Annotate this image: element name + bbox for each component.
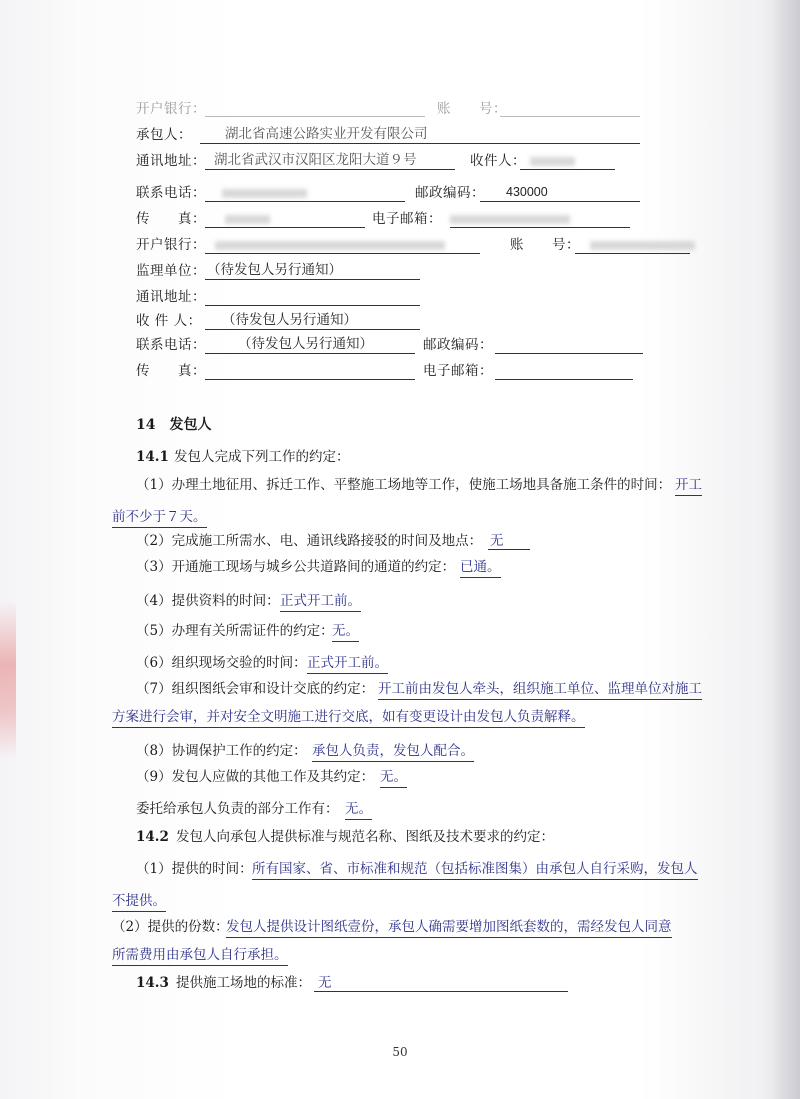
account-line: [575, 253, 690, 254]
delegated-work-label: 委托给承包人负责的部分工作有：: [136, 801, 339, 817]
supervisor-recipient-line: [205, 329, 420, 330]
supervisor-phone-label: 联系电话：: [136, 337, 206, 353]
redacted-account: [590, 241, 695, 250]
item-2-value: 无: [490, 533, 504, 549]
contractor-value: 湖北省高速公路实业开发有限公司: [225, 126, 428, 142]
account-label: 账 号：: [510, 237, 580, 253]
item-7-label: （7）组织图纸会审和设计交底的约定：: [136, 681, 375, 697]
supervisor-recipient-value: （待发包人另行通知）: [222, 312, 357, 328]
address-value: 湖北省武汉市汉阳区龙阳大道９号: [214, 152, 417, 168]
redacted-email: [450, 215, 570, 224]
contractor-line: [200, 143, 640, 144]
bank-label: 开户银行：: [136, 237, 206, 253]
provide-time-value-b: 不提供。: [112, 892, 166, 912]
item-2-label: （2）完成施工所需水、电、通讯线路接驳的时间及地点：: [136, 533, 483, 549]
address-line: [205, 169, 455, 170]
supervisor-fax-line: [205, 379, 415, 380]
supervisor-address-label: 通讯地址：: [136, 289, 206, 305]
supervisor-recipient-label: 收 件 人：: [136, 313, 202, 329]
postcode-line: [480, 201, 640, 202]
supervisor-unit-line: [205, 279, 420, 280]
item-3-value: 已通。: [460, 558, 501, 578]
provide-time-label: （1）提供的时间：: [136, 861, 253, 877]
item-7-value-b: 方案进行会审，并对安全文明施工进行交底，如有变更设计由发包人负责解释。: [112, 708, 585, 728]
redacted-phone: [222, 189, 307, 198]
section-14-3-title: 提供施工场地的标准：: [176, 975, 311, 991]
provide-time-value-a: 所有国家、省、市标准和规范（包括标准图集）由承包人自行采购，发包人: [252, 860, 698, 880]
supervisor-phone-line: [205, 353, 415, 354]
account-top-label: 账 号：: [437, 101, 507, 117]
recipient-label: 收件人：: [470, 153, 526, 169]
provide-copies-value-b: 所需费用由承包人自行承担。: [112, 946, 288, 966]
fax-line: [205, 227, 365, 228]
red-seal-fragment: [0, 600, 16, 760]
item-6-label: （6）组织现场交验的时间：: [136, 655, 307, 671]
item-1-value-b: 前不少于７天。: [112, 508, 207, 528]
contractor-label: 承包人：: [136, 127, 192, 143]
supervisor-postcode-label: 邮政编码：: [423, 337, 493, 353]
section-14-3-line: [314, 991, 568, 992]
account-top-line: [500, 116, 640, 117]
section-14-1-number: 14.1: [136, 449, 169, 465]
address-label: 通讯地址：: [136, 153, 206, 169]
item-6-value: 正式开工前。: [307, 654, 388, 674]
bank-top-line: [205, 116, 425, 117]
section-14-2-number: 14.2: [136, 829, 169, 845]
supervisor-unit-label: 监理单位：: [136, 263, 206, 279]
item-9-label: （9）发包人应做的其他工作及其约定：: [136, 769, 375, 785]
redacted-bank: [215, 241, 445, 250]
provide-copies-label: （2）提供的份数：: [112, 919, 229, 935]
item-8-value: 承包人负责，发包人配合。: [312, 742, 474, 762]
phone-line: [205, 201, 405, 202]
fax-label: 传 真：: [136, 211, 206, 227]
recipient-line: [520, 169, 615, 170]
postcode-value: 430000: [506, 185, 548, 199]
supervisor-fax-label: 传 真：: [136, 363, 206, 379]
item-1-value-a: 开工: [675, 476, 702, 496]
supervisor-phone-value: （待发包人另行通知）: [238, 336, 373, 352]
supervisor-postcode-line: [495, 353, 643, 354]
section-14-3-value: 无: [318, 975, 332, 991]
delegated-work-value: 无。: [345, 800, 372, 820]
item-2-line: [488, 549, 530, 550]
supervisor-address-line: [205, 305, 420, 306]
supervisor-unit-value: （待发包人另行通知）: [207, 262, 342, 278]
supervisor-email-line: [495, 379, 633, 380]
section-14-3-number: 14.3: [136, 975, 169, 991]
redacted-recipient: [530, 157, 575, 166]
bank-top-label: 开户银行：: [136, 101, 206, 117]
section-14-heading: 14 发包人: [136, 417, 212, 433]
item-5-value: 无。: [332, 622, 359, 642]
bank-line: [205, 253, 480, 254]
item-1-label: （1）办理土地征用、拆迁工作、平整施工场地等工作，使施工场地具备施工条件的时间：: [136, 477, 672, 493]
page-edge-shadow: [772, 0, 800, 1099]
item-4-label: （4）提供资料的时间：: [136, 593, 280, 609]
item-3-label: （3）开通施工现场与城乡公共道路间的通道的约定：: [136, 559, 456, 575]
page-number: 50: [392, 1045, 408, 1059]
item-7-value-a: 开工前由发包人牵头，组织施工单位、监理单位对施工: [378, 680, 702, 700]
email-label: 电子邮箱：: [372, 211, 442, 227]
provide-copies-value-a: 发包人提供设计图纸壹份，承包人确需要增加图纸套数的，需经发包人同意: [226, 918, 672, 938]
supervisor-email-label: 电子邮箱：: [423, 363, 493, 379]
item-9-value: 无。: [380, 768, 407, 788]
item-8-label: （8）协调保护工作的约定：: [136, 743, 307, 759]
email-line: [450, 227, 630, 228]
phone-label: 联系电话：: [136, 185, 206, 201]
redacted-fax: [225, 215, 270, 224]
postcode-label: 邮政编码：: [415, 185, 485, 201]
item-5-label: （5）办理有关所需证件的约定：: [136, 623, 334, 639]
section-14-2-title: 发包人向承包人提供标准与规范名称、图纸及技术要求的约定：: [176, 829, 554, 845]
section-14-1-title: 发包人完成下列工作的约定：: [174, 449, 350, 465]
item-4-value: 正式开工前。: [280, 592, 361, 612]
